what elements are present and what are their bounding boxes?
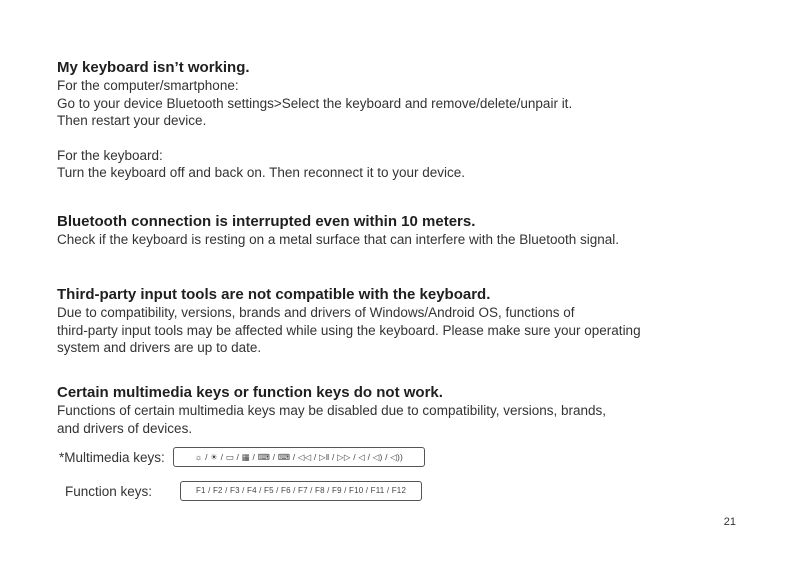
section-keyboard-not-working xyxy=(57,59,572,182)
page-number: 21 xyxy=(723,516,736,528)
section-title: Certain multimedia keys or function keys do not work. xyxy=(57,384,443,401)
body-line: Go to your device Bluetooth settings>Select the keyboard and remove/delete/unpair it. xyxy=(57,95,573,111)
multimedia-keys-row xyxy=(59,447,425,467)
section-third-party-tools xyxy=(57,286,641,357)
spacer xyxy=(57,130,572,147)
body-line: Check if the keyboard is resting on a metal surface that can interfere with the Bluetooth signal. xyxy=(57,232,620,247)
body-line: and drivers of devices. xyxy=(57,420,193,436)
body-line: system and drivers are up to date. xyxy=(57,340,262,355)
function-keys-label: Function keys: xyxy=(65,483,153,499)
body-line: For the keyboard: xyxy=(57,147,163,163)
multimedia-keys-box: ☼ / ☀ / ▭ / ▦ / ⌨ / ⌨ / ◁◁ / ▷ǁ / ▷▷ / ◁ / ◁) / ◁)) xyxy=(173,447,425,467)
multimedia-keys-label: *Multimedia keys: xyxy=(59,449,165,465)
function-keys-row xyxy=(65,481,422,501)
section-title: My keyboard isn’t working. xyxy=(57,59,250,76)
section-title: Bluetooth connection is interrupted even within 10 meters. xyxy=(57,213,476,230)
section-multimedia-keys xyxy=(57,384,606,437)
body-line: Due to compatibility, versions, brands and drivers of Windows/Android OS, functions of xyxy=(57,305,575,320)
section-bluetooth-interrupted xyxy=(57,213,619,249)
section-title: Third-party input tools are not compatible with the keyboard. xyxy=(57,286,491,303)
body-line: Turn the keyboard off and back on. Then reconnect it to your device. xyxy=(57,165,465,180)
body-line: third-party input tools may be affected while using the keyboard. Please make sure your operating xyxy=(57,322,641,338)
function-keys-box: F1 / F2 / F3 / F4 / F5 / F6 / F7 / F8 / F9 / F10 / F11 / F12 xyxy=(180,481,422,501)
body-line: For the computer/smartphone: xyxy=(57,78,239,93)
body-line: Then restart your device. xyxy=(57,113,207,128)
body-line: Functions of certain multimedia keys may be disabled due to compatibility, versions, brands, xyxy=(57,403,607,418)
